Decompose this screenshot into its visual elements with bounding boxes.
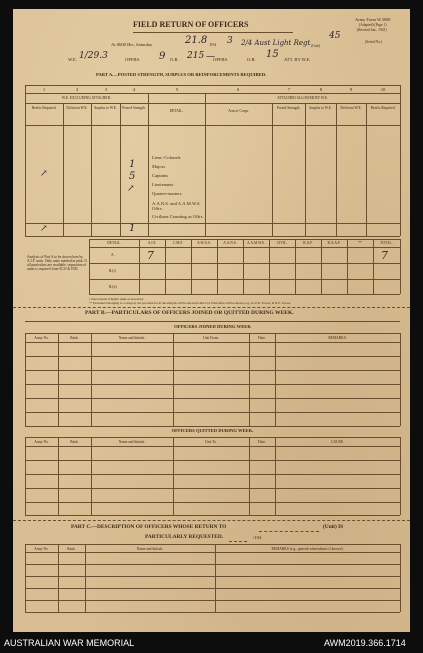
col-header-posted-att: Posted Strength.: [276, 106, 301, 110]
unit-label: (Unit): [311, 44, 320, 48]
rank-aans: A.A.N.S. and A.A.M.W.S. Offrs.: [152, 201, 201, 211]
col-number-4: 4: [132, 87, 136, 92]
joined-col-name: Name and Initials.: [118, 336, 146, 340]
revised-note: (Revised Jan., 1943): [357, 28, 387, 32]
col-number-3: 3: [104, 87, 108, 92]
analysis-row-bi: B.(i): [109, 269, 116, 273]
joined-col-unit-from: Unit From.: [203, 336, 219, 340]
quitted-col-name: Name and Initials.: [118, 440, 146, 444]
handwritten-total-posted: 1: [129, 223, 136, 234]
footnote-ranks: † Insert detail of higher ranks as necessary.: [89, 297, 144, 301]
footer-accession-number: AWM2019.366.1714: [324, 638, 406, 648]
year-prefix: 194: [209, 42, 216, 47]
analysis-header-raaf: R.A.A.F.: [327, 241, 341, 245]
analysis-header-other: **: [358, 241, 362, 245]
col-header-arm: Arm or Corps.: [228, 109, 249, 113]
quitted-col-cause: CAUSE.: [331, 440, 344, 444]
part-c-col-army-no: Army No.: [34, 547, 49, 551]
handwritten-dash: —: [206, 52, 215, 62]
joined-col-rank: Rank.: [70, 336, 79, 340]
analysis-header-aans: A.A.N.S.: [223, 241, 237, 245]
footer-source: AUSTRALIAN WAR MEMORIAL: [4, 638, 135, 648]
analysis-header-raf: R.A.F.: [303, 241, 313, 245]
col-header-surplus-att: Surplus to W.E.: [309, 106, 332, 110]
col-number-7: 7: [287, 87, 291, 92]
att-label: ATT. BY W.E.: [284, 57, 311, 62]
part-c-requested: PARTICULARLY REQUESTED.: [145, 534, 224, 540]
document-page: [13, 9, 410, 632]
adapted-note: (Adapted) (Page 1): [359, 23, 387, 27]
handwritten-unit: 2/4 Aust Light Regt: [241, 39, 311, 47]
col-header-reints-att: Rein'ts Required.: [370, 106, 396, 110]
handwritten-date: 21.8: [185, 35, 208, 46]
analysis-header-civil: CIVIL.: [276, 241, 288, 245]
handwritten-total-mark: ↗: [40, 224, 48, 234]
col-header-posted: Posted Strength.: [122, 106, 146, 110]
analysis-note: Analysis of Part A to be shown here by A.I.F. units. Only units marked in pink. If all particulars are available, separation of same is required from ECO & IND.: [27, 255, 87, 271]
joined-col-date: Date.: [258, 336, 266, 340]
col-number-1: 1: [42, 87, 46, 92]
rank-quartermasters: Quarter-masters: [152, 191, 182, 196]
analysis-header-cmf: C.M.F.: [173, 241, 183, 245]
col-number-6: 6: [236, 87, 240, 92]
col-header-reints: Rein'ts Required.: [31, 106, 57, 110]
col-header-detail: DETAIL.: [169, 109, 184, 113]
offrs-label-2: OFFRS.: [213, 57, 229, 62]
part-c-unit-is: (Unit) IS: [323, 524, 344, 530]
col-number-9: 9: [349, 87, 353, 92]
quitted-col-rank: Rank.: [70, 440, 79, 444]
rank-civilians: Civilians Counting as Offrs.: [152, 214, 204, 219]
handwritten-we-number: 1/29.3: [79, 51, 108, 61]
joined-col-army-no: Army No.: [34, 336, 49, 340]
handwritten-row-mark: ↗: [40, 169, 48, 179]
we-label: W.E.: [68, 57, 78, 62]
col-number-8: 8: [319, 87, 323, 92]
col-number-5: 5: [175, 87, 179, 92]
analysis-header-total: TOTAL.: [380, 241, 393, 245]
col-number-10: 10: [380, 87, 386, 92]
analysis-row-a: A.: [111, 253, 115, 257]
form-title: FIELD RETURN OF OFFICERS: [133, 20, 249, 29]
quitted-title: OFFICERS QUITTED DURING WEEK.: [171, 428, 254, 433]
attached-allowed-header: ATTACHED ALLOWED BY W.E.: [277, 96, 328, 100]
part-a-title: PART A.—POSTED STRENGTH, SURPLUS OR REINFORCEMENTS REQUIRED.: [96, 72, 267, 77]
joined-col-remarks: REMARKS.: [328, 336, 347, 340]
col-header-deficient: Deficient W.E.: [66, 106, 88, 110]
part-c-date-tail: /194: [253, 535, 262, 540]
footnote-personnel: ** Personnel belonging to a category not provided for in the analysis will be shown in this Col. Particulars will be shown, e.g., in U.K. Forces, in N.Z. Forces.: [89, 301, 291, 305]
analysis-header-detail: DETAIL.: [107, 241, 121, 245]
analysis-header-awas: A.W.A.S.: [197, 241, 211, 245]
handwritten-posted-2: 5: [129, 171, 136, 182]
part-c-col-remarks: REMARKS (e.g., general whereabouts if known).: [271, 547, 344, 551]
rank-majors: Majors: [152, 164, 166, 169]
handwritten-posted-1: 1: [129, 159, 136, 170]
quitted-col-date: Date.: [258, 440, 266, 444]
part-c-title: PART C.—DESCRIPTION OF OFFICERS WHOSE RETURN TO: [71, 524, 227, 530]
offrs-label: OFFRS.: [125, 57, 141, 62]
quitted-col-unit-to: Unit To.: [205, 440, 217, 444]
handwritten-year: 3: [227, 36, 233, 46]
analysis-header-aamws: A.A.M.W.S.: [247, 241, 265, 245]
col-number-2: 2: [75, 87, 79, 92]
analysis-row-bii: B.(ii): [109, 285, 117, 289]
or-label: O.R.: [170, 57, 179, 62]
at-hours-label: At 0600 Hrs. Saturday: [111, 42, 153, 47]
part-b-title: PART B.—PARTICULARS OF OFFICERS JOINED OR QUITTED DURING WEEK.: [85, 310, 294, 316]
army-form-number: Army Form W.3008: [355, 17, 391, 22]
quitted-col-army-no: Army No.: [34, 440, 49, 444]
rank-captains: Captains: [152, 173, 169, 178]
part-c-col-rank: Rank.: [67, 547, 76, 551]
analysis-header-aif: A.I.F.: [147, 241, 157, 245]
handwritten-offrs: 9: [159, 51, 166, 62]
part-c-col-name: Name and Initials.: [136, 547, 164, 551]
rank-lieutenants: Lieutenants: [152, 182, 174, 187]
handwritten-or: 215: [187, 51, 205, 61]
rank-lieut-colonels: Lieut.-Colonels: [152, 155, 181, 160]
handwritten-posted-3: ↗: [127, 184, 135, 194]
joined-title: OFFICERS JOINED DURING WEEK: [174, 324, 251, 329]
handwritten-total-a: 7: [381, 249, 388, 262]
col-header-surplus: Surplus to W.E.: [94, 106, 117, 110]
col-header-deficient-att: Deficient W.E.: [340, 106, 362, 110]
or-label-2: O.R.: [247, 57, 256, 62]
we-excluding-header: W.E. EXCLUDING ATTACHED.: [61, 96, 112, 100]
handwritten-or-2: 15: [266, 49, 279, 60]
handwritten-aif-a: 7: [147, 249, 154, 262]
serial-label: (Serial No.): [365, 40, 382, 44]
handwritten-unit-number: 45: [329, 31, 341, 41]
